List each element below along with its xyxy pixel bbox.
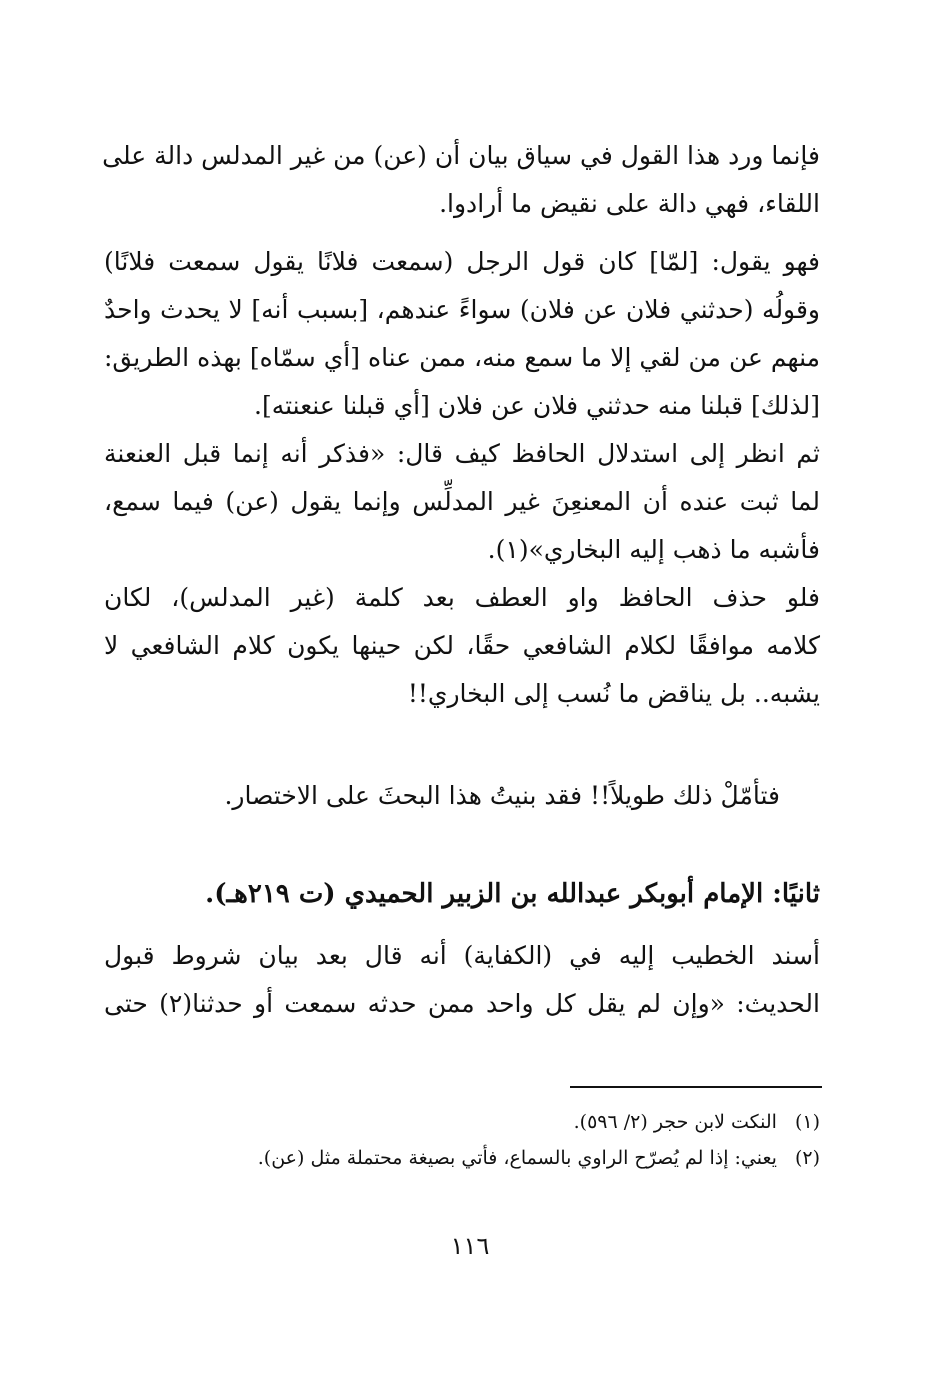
text-line: اللقاء، فهي دالة على نقيض ما أرادوا. bbox=[439, 189, 820, 218]
text-line: وقولُه (حدثني فلان عن فلان) سواءً عندهم، [بسبب أنه] لا يحدث واحدٌ bbox=[104, 295, 820, 324]
section-heading: ثانيًا: الإمام أبوبكر عبدالله بن الزبير الحميدي (ت ٢١٩هـ). bbox=[205, 879, 820, 909]
footnotes bbox=[104, 1104, 820, 1176]
paragraph-3 bbox=[104, 430, 820, 574]
text-line: فتأمّلْ ذلك طويلاً!! فقد بنيتُ هذا البحثَ على الاختصار. bbox=[224, 781, 780, 810]
text-line: فلو حذف الحافظ واو العطف بعد كلمة (غير المدلس)، لكان bbox=[104, 583, 820, 612]
text-line: فإنما ورد هذا القول في سياق بيان أن (عن) من غير المدلس دالة على bbox=[102, 141, 820, 170]
footnote-text: النكت لابن حجر (٢/ ٥٩٦). bbox=[573, 1111, 777, 1133]
text-line: الحديث: «وإن لم يقل كل واحد ممن حدثه سمعت أو حدثنا(٢) حتى bbox=[104, 989, 820, 1018]
footnote-number: (١) bbox=[794, 1111, 820, 1133]
paragraph-6 bbox=[104, 932, 820, 1028]
paragraph-4 bbox=[104, 574, 820, 718]
text-line: يشبه.. بل يناقض ما نُسب إلى البخاري!! bbox=[407, 679, 820, 708]
page-number: ١١٦ bbox=[450, 1232, 490, 1260]
footnote-number: (٢) bbox=[794, 1147, 820, 1169]
text-line: [لذلك] قبلنا منه حدثني فلان عن فلان [أي قبلنا عنعنته]. bbox=[254, 391, 820, 420]
text-line: فأشبه ما ذهب إليه البخاري»(١). bbox=[487, 535, 820, 564]
paragraph-5 bbox=[104, 772, 820, 820]
text-line: منهم عن من لقي إلا ما سمع منه، ممن عناه [أي سمّاه] بهذه الطريق: bbox=[104, 343, 820, 372]
text-line: كلامه موافقًا لكلام الشافعي حقًا، لكن حينها يكون كلام الشافعي لا bbox=[104, 631, 820, 660]
footnote-2 bbox=[104, 1140, 820, 1176]
paragraph-1 bbox=[104, 132, 820, 228]
footnote-text: يعني: إذا لم يُصرّح الراوي بالسماع، فأتي بصيغة محتملة مثل (عن). bbox=[257, 1147, 777, 1169]
footnote-separator bbox=[570, 1086, 822, 1088]
text-line: أسند الخطيب إليه في (الكفاية) أنه قال بعد بيان شروط قبول bbox=[104, 941, 820, 970]
text-line: فهو يقول: [لمّا] كان قول الرجل (سمعت فلانًا يقول سمعت فلانًا) bbox=[104, 247, 820, 276]
text-line: ثم انظر إلى استدلال الحافظ كيف قال: «فذكر أنه إنما قبل العنعنة bbox=[104, 439, 820, 468]
footnote-1 bbox=[104, 1104, 820, 1140]
paragraph-2 bbox=[104, 238, 820, 430]
text-line: لما ثبت عنده أن المعنعِنَ غير المدلِّس وإنما يقول (عن) فيما سمع، bbox=[104, 487, 820, 516]
